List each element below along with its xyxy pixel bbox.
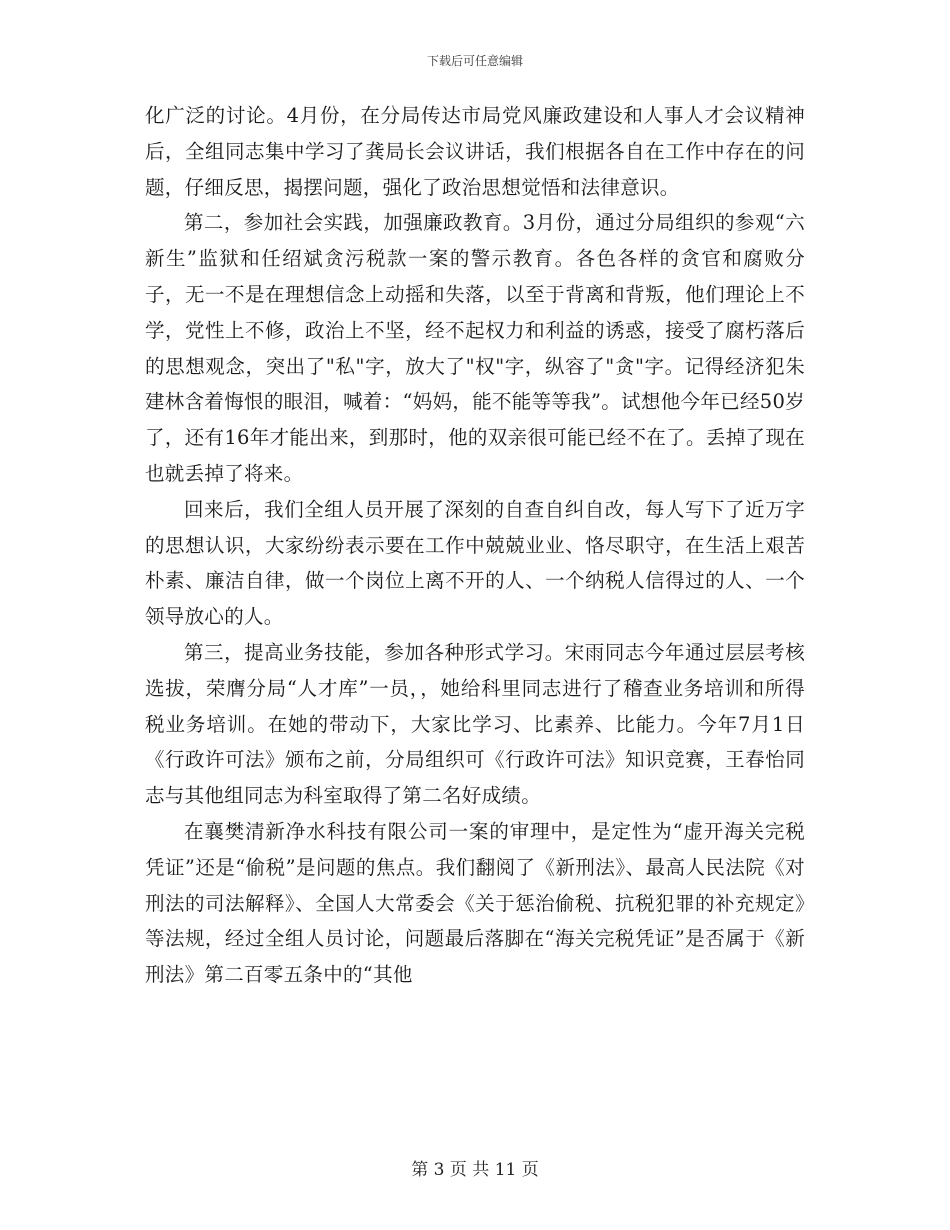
page-footer: 第 3 页 共 11 页 bbox=[411, 1160, 539, 1180]
paragraph-1: 化广泛的讨论。4月份，在分局传达市局党风廉政建设和人事人才会议精神后，全组同志集中学习了龚局长会议讲话，我们根据各自在工作中存在的问题，仔细反思，揭摆问题，强化了政治思想觉悟和法律意识。 bbox=[145, 104, 805, 199]
page-header: 下载后可任意编辑 bbox=[426, 54, 523, 68]
document-body bbox=[145, 98, 805, 993]
paragraph-4: 第三，提高业务技能，参加各种形式学习。宋雨同志今年通过层层考核选拔，荣膺分局“人才库”一员，，她给科里同志进行了稽查业务培训和所得税业务培训。在她的带动下，大家比学习、比素养、比能力。今年7月1日《行政许可法》颁布之前，分局组织可《行政许可法》知识竞赛，王春怡同志与其他组同志为科室取得了第二名好成绩。 bbox=[145, 640, 805, 808]
paragraph-5: 在襄樊清新净水科技有限公司一案的审理中，是定性为“虚开海关完税凭证”还是“偷税”是问题的焦点。我们翻阅了《新刑法》、最高人民法院《对刑法的司法解释》、全国人大常委会《关于惩治偷税、抗税犯罪的补充规定》等法规，经过全组人员讨论，问题最后落脚在“海关完税凭证”是否属于《新刑法》第二百零五条中的“其他 bbox=[145, 819, 805, 987]
paragraph-2: 第二，参加社会实践，加强廉政教育。3月份，通过分局组织的参观“六新生”监狱和任绍斌贪污税款一案的警示教育。各色各样的贪官和腐败分子，无一不是在理想信念上动摇和失落，以至于背离和背叛，他们理论上不学，党性上不修，政治上不坚，经不起权力和利益的诱惑，接受了腐朽落后的思想观念，突出了"私"字，放大了"权"字，纵容了"贪"字。记得经济犯朱建林含着悔恨的眼泪，喊着：“妈妈，能不能等等我”。试想他今年已经50岁了，还有16年才能出来，到那时，他的双亲很可能已经不在了。丢掉了现在也就丢掉了将来。 bbox=[145, 211, 805, 485]
paragraph-3: 回来后，我们全组人员开展了深刻的自查自纠自改，每人写下了近万字的思想认识，大家纷纷表示要在工作中兢兢业业、恪尽职守，在生活上艰苦朴素、廉洁自律，做一个岗位上离不开的人、一个纳税人信得过的人、一个领导放心的人。 bbox=[145, 497, 805, 629]
